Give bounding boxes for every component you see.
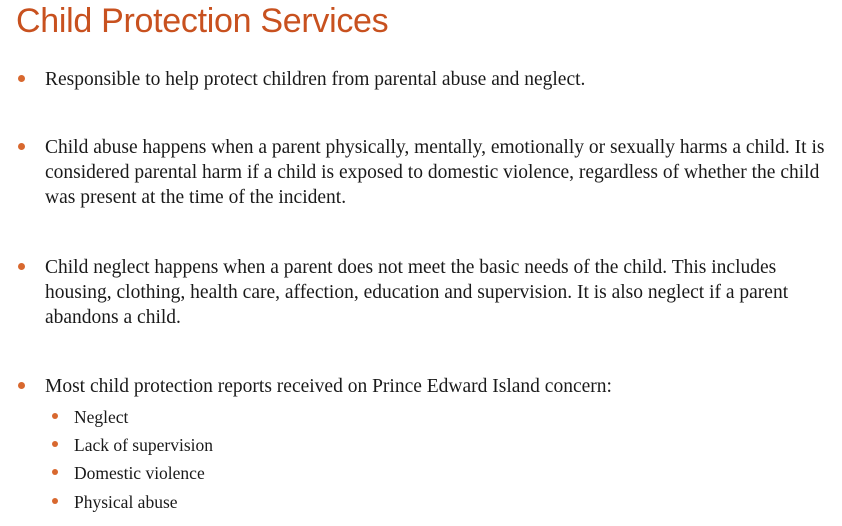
bullet-text: Responsible to help protect children from parental abuse and neglect. xyxy=(45,69,586,90)
sub-bullet-text: Physical abuse xyxy=(74,492,178,512)
sub-bullet-text: Neglect xyxy=(74,407,129,427)
sub-bullet-item xyxy=(52,462,205,484)
sub-bullet-item xyxy=(52,434,213,456)
bullet-dot-icon xyxy=(18,75,25,82)
sub-bullet-text: Lack of supervision xyxy=(74,435,213,455)
bullet-dot-icon xyxy=(18,143,25,150)
sub-bullet-dot-icon xyxy=(52,469,58,475)
bullet-item xyxy=(18,135,825,210)
bullet-item xyxy=(18,67,825,92)
sub-bullet-dot-icon xyxy=(52,441,58,447)
bullet-dot-icon xyxy=(18,382,25,389)
bullet-text: Most child protection reports received on Prince Edward Island concern: xyxy=(45,376,612,397)
sub-bullet-dot-icon xyxy=(52,498,58,504)
sub-bullet-dot-icon xyxy=(52,413,58,419)
sub-bullet-text: Domestic violence xyxy=(74,463,205,483)
sub-bullet-item xyxy=(52,406,128,428)
bullet-item xyxy=(18,374,825,399)
bullet-text: Child neglect happens when a parent does not meet the basic needs of the child. This includes housing, clothing, health care, affection, education and supervision. It is also neglect if a parent abandons a child. xyxy=(45,257,789,328)
bullet-text: Child abuse happens when a parent physically, mentally, emotionally or sexually harms a child. It is considered parental harm if a child is exposed to domestic violence, regardless of whether the child was present at the time of the incident. xyxy=(45,137,825,208)
bullet-item xyxy=(18,255,825,330)
slide-title: Child Protection Services xyxy=(16,2,389,40)
sub-bullet-item xyxy=(52,491,178,513)
bullet-dot-icon xyxy=(18,263,25,270)
